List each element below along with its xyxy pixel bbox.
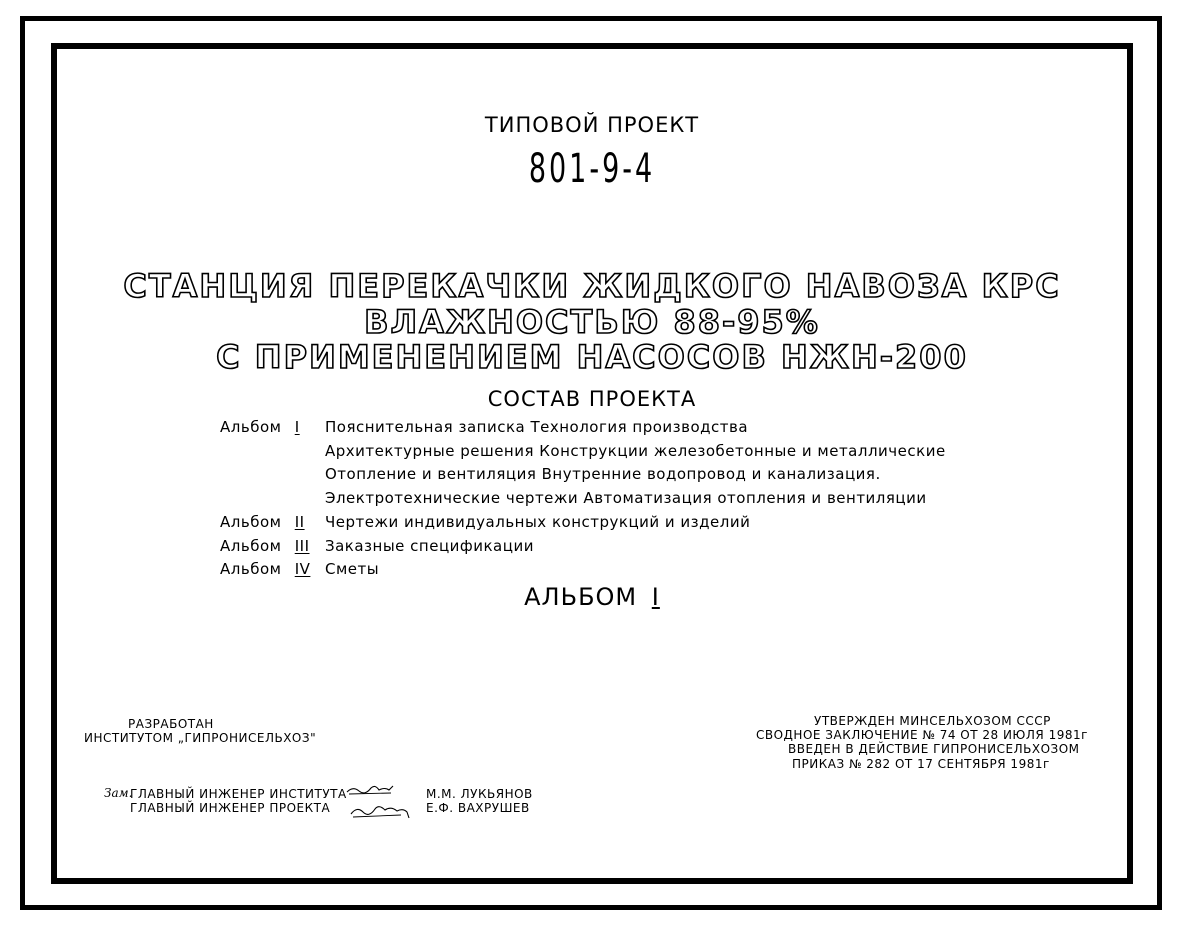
album-1-label (220, 418, 300, 436)
typical-project-label: ТИПОВОЙ ПРОЕКТ (484, 113, 700, 137)
album-label-text: Альбом (220, 537, 282, 555)
album-1-line-3: Отопление и вентиляция Внутренние водопровод и канализация. (325, 465, 881, 483)
deputy-mark: Зам. (104, 786, 133, 800)
album-roman: IV (294, 560, 311, 578)
approved-line-3: ВВЕДЕН В ДЕЙСТВИЕ ГИПРОНИСЕЛЬХОЗОМ (788, 742, 1080, 756)
album-3-label (220, 537, 310, 555)
album-1-line-2: Архитектурные решения Конструкции железобетонные и металлические (325, 442, 946, 460)
approved-line-2: СВОДНОЕ ЗАКЛЮЧЕНИЕ № 74 ОТ 28 ИЮЛЯ 1981г (756, 728, 1088, 742)
album-roman: II (294, 513, 305, 531)
album-2-line-1: Чертежи индивидуальных конструкций и изделий (325, 513, 751, 531)
album-1-line-4: Электротехнические чертежи Автоматизация отопления и вентиляции (325, 489, 927, 507)
album-roman: III (294, 537, 310, 555)
album-4-line-1: Сметы (325, 560, 380, 578)
chief-institute-name: М.М. ЛУКЬЯНОВ (426, 787, 533, 801)
album-label-text: Альбом (220, 418, 282, 436)
approved-line-1: УТВЕРЖДЕН МИНСЕЛЬХОЗОМ СССР (814, 714, 1051, 728)
composition-heading: СОСТАВ ПРОЕКТА (487, 387, 697, 411)
current-album-label: АЛЬБОМ (524, 583, 638, 611)
album-label-text: Альбом (220, 560, 282, 578)
album-3-line-1: Заказные спецификации (325, 537, 534, 555)
title-line-3: С ПРИМЕНЕНИЕМ НАСОСОВ НЖН-200 (216, 338, 968, 376)
album-2-label (220, 513, 305, 531)
album-1-line-1: Пояснительная записка Технология производства (325, 418, 749, 436)
handwritten-signatures (345, 778, 415, 822)
chief-institute-role: ГЛАВНЫЙ ИНЖЕНЕР ИНСТИТУТА (130, 787, 347, 801)
album-roman: I (294, 418, 300, 436)
title-line-2: ВЛАЖНОСТЬЮ 88-95% (364, 303, 820, 341)
developed-line-1: РАЗРАБОТАН (128, 717, 214, 731)
album-label-text: Альбом (220, 513, 282, 531)
album-4-label (220, 560, 310, 578)
chief-project-name: Е.Ф. ВАХРУШЕВ (426, 801, 530, 815)
project-number: 801-9-4 (528, 146, 656, 192)
current-album-roman: I (651, 583, 660, 611)
title-line-1: СТАНЦИЯ ПЕРЕКАЧКИ ЖИДКОГО НАВОЗА КРС (123, 267, 1061, 305)
approved-line-4: ПРИКАЗ № 282 ОТ 17 СЕНТЯБРЯ 1981г (792, 757, 1050, 771)
developed-line-2: ИНСТИТУТОМ „ГИПРОНИСЕЛЬХОЗ" (84, 731, 317, 745)
chief-project-role: ГЛАВНЫЙ ИНЖЕНЕР ПРОЕКТА (130, 801, 331, 815)
current-album-title (0, 583, 1184, 611)
